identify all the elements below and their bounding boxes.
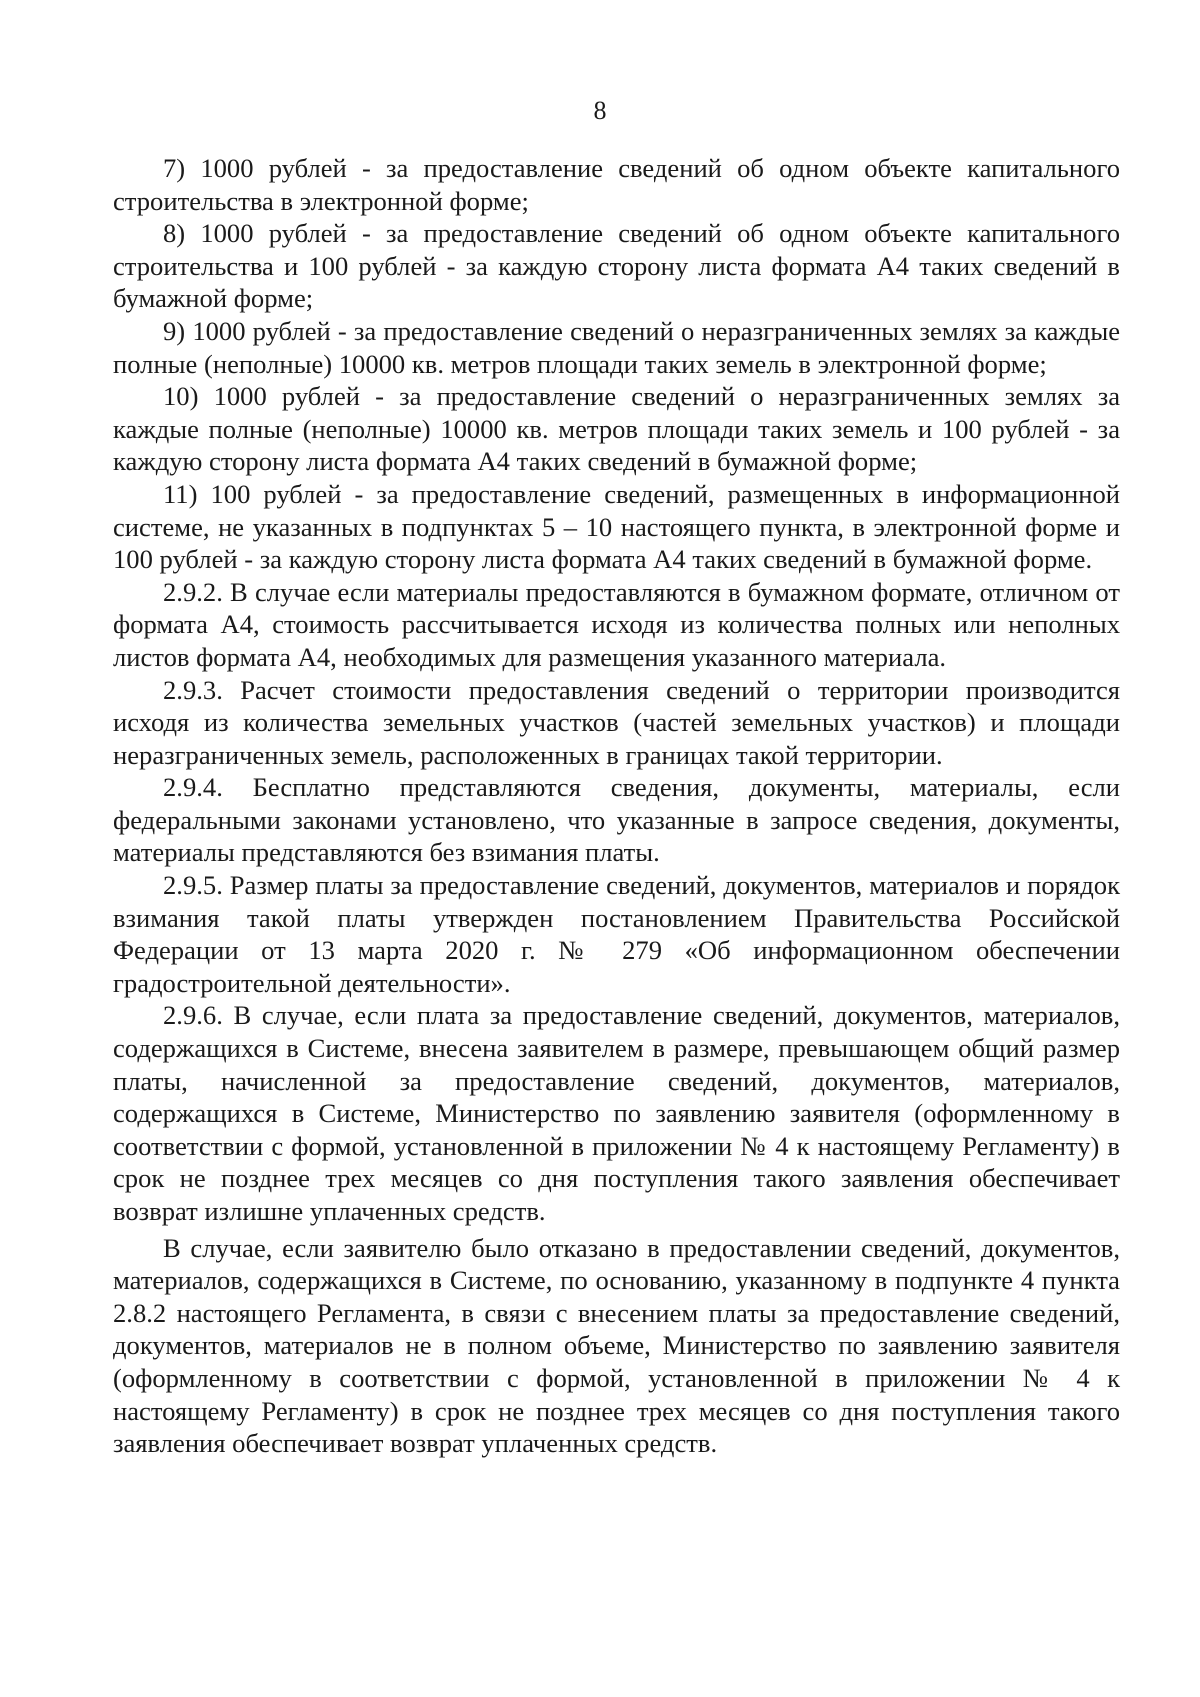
paragraph-2-9-2: 2.9.2. В случае если материалы предоставляются в бумажном формате, отличном от формата А4, стоимость рассчитывается исходя из количества полных или неполных листов формата А4, необходимых для размещения указанного материала.	[113, 576, 1120, 672]
paragraph-item-10: 10) 1000 рублей - за предоставление сведений о неразграниченных землях за каждые полные (неполные) 10000 кв. метров площади таких земель и 100 рублей - за каждую сторону листа формата А4 таких сведений в бумажной форме;	[113, 381, 1120, 477]
paragraph-item-7: 7) 1000 рублей - за предоставление сведений об одном объекте капитального строительства в электронной форме;	[113, 153, 1120, 216]
document-body	[113, 152, 1120, 1460]
paragraph-2-9-6: 2.9.6. В случае, если плата за предоставление сведений, документов, материалов, содержащихся в Системе, внесена заявителем в размере, превышающем общий размер платы, начисленной за предоставление сведений, документов, материалов, содержащихся в Системе, Министерство по заявлению заявителя (оформленному в соответствии с формой, установленной в приложении № 4 к настоящему Регламенту) в срок не позднее трех месяцев со дня поступления такого заявления обеспечивает возврат излишне уплаченных средств.	[113, 1000, 1120, 1226]
paragraph-2-9-5: 2.9.5. Размер платы за предоставление сведений, документов, материалов и порядок взимания такой платы утвержден постановлением Правительства Российской Федерации от 13 марта 2020 г. № 279 «Об информационном обеспечении градостроительной деятельности».	[113, 870, 1120, 998]
paragraph-refund-on-refusal: В случае, если заявителю было отказано в предоставлении сведений, документов, материалов, содержащихся в Системе, по основанию, указанному в подпункте 4 пункта 2.8.2 настоящего Регламента, в связи с внесением платы за предоставление сведений, документов, материалов не в полном объеме, Министерство по заявлению заявителя (оформленному в соответствии с формой, установленной в приложении № 4 к настоящему Регламенту) в срок не позднее трех месяцев со дня поступления такого заявления обеспечивает возврат уплаченных средств.	[113, 1232, 1120, 1459]
paragraph-2-9-3: 2.9.3. Расчет стоимости предоставления сведений о территории производится исходя из количества земельных участков (частей земельных участков) и площади неразграниченных земель, расположенных в границах такой территории.	[113, 674, 1120, 770]
paragraph-item-8: 8) 1000 рублей - за предоставление сведений об одном объекте капитального строительства и 100 рублей - за каждую сторону листа формата А4 таких сведений в бумажной форме;	[113, 218, 1120, 314]
page-number: 8	[593, 96, 607, 125]
paragraph-2-9-4: 2.9.4. Бесплатно представляются сведения, документы, материалы, если федеральными законами установлено, что указанные в запросе сведения, документы, материалы представляются без взимания платы.	[113, 772, 1120, 868]
paragraph-item-11: 11) 100 рублей - за предоставление сведений, размещенных в информационной системе, не указанных в подпунктах 5 – 10 настоящего пункта, в электронной форме и 100 рублей - за каждую сторону листа формата А4 таких сведений в бумажной форме.	[113, 478, 1120, 575]
paragraph-item-9: 9) 1000 рублей - за предоставление сведений о неразграниченных землях за каждые полные (неполные) 10000 кв. метров площади таких земель в электронной форме;	[113, 315, 1120, 379]
